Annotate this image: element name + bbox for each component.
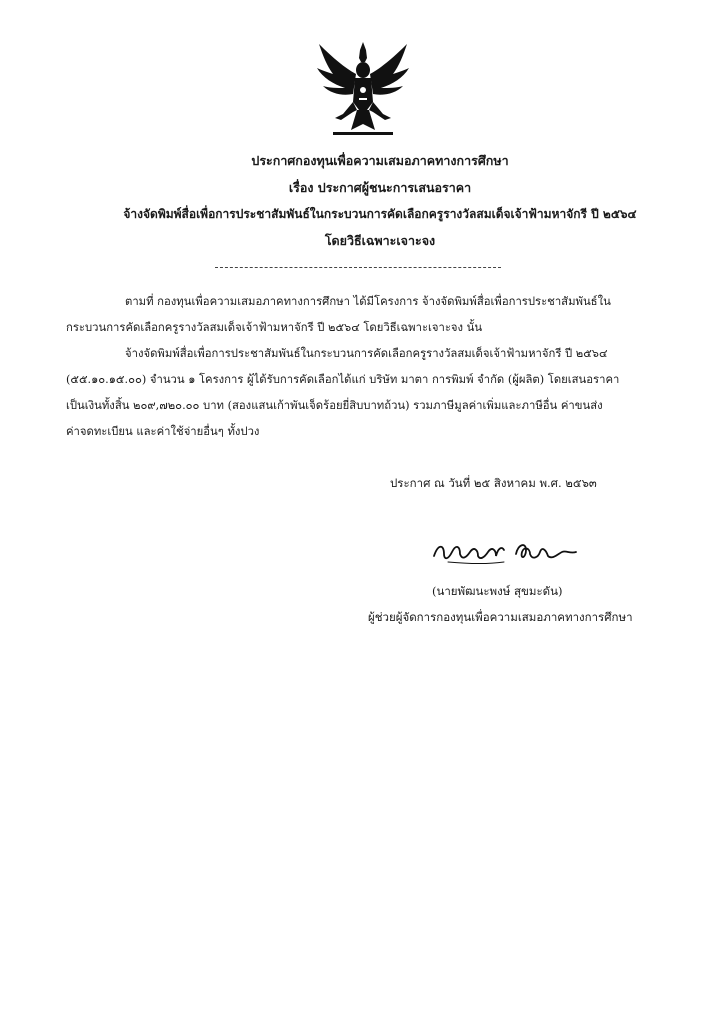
heading-project-title: จ้างจัดพิมพ์สื่อเพื่อการประชาสัมพันธ์ในกระบวนการคัดเลือกครูรางวัลสมเด็จเจ้าฟ้ามหาจักรี ปี ๒๕๖๔: [123, 207, 637, 221]
signer-name: (นายพัฒนะพงษ์ สุขมะดัน): [432, 584, 563, 598]
heading-divider: [215, 267, 501, 268]
body-line-5: เป็นเงินทั้งสิ้น ๒๐๙,๗๒๐.๐๐ บาท (สองแสนเก้าพันเจ็ดร้อยยี่สิบบาทถ้วน) รวมภาษีมูลค่าเพิ่มและภาษีอื่น ค่าขนส่ง: [66, 399, 603, 412]
signature-icon: [430, 530, 580, 568]
announcement-date: ประกาศ ณ วันที่ ๒๕ สิงหาคม พ.ศ. ๒๕๖๓: [390, 476, 597, 490]
heading-subject: เรื่อง ประกาศผู้ชนะการเสนอราคา: [288, 180, 472, 195]
body-line-6: ค่าจดทะเบียน และค่าใช้จ่ายอื่นๆ ทั้งปวง: [66, 425, 260, 438]
heading-method: โดยวิธีเฉพาะเจาะจง: [324, 233, 436, 248]
body-line-1: ตามที่ กองทุนเพื่อความเสมอภาคทางการศึกษา ได้มีโครงการ จ้างจัดพิมพ์สื่อเพื่อการประชาสัมพันธ์ใน: [125, 295, 611, 308]
garuda-emblem-icon: [313, 40, 413, 138]
body-line-4: (๕๕.๑๐.๑๕.๐๐) จำนวน ๑ โครงการ ผู้ได้รับการคัดเลือกได้แก่ บริษัท มาตา การพิมพ์ จำกัด (ผู้ผลิต) โดยเสนอราคา: [66, 373, 620, 386]
signer-position: ผู้ช่วยผู้จัดการกองทุนเพื่อความเสมอภาคทางการศึกษา: [368, 610, 633, 624]
heading-organization: ประกาศกองทุนเพื่อความเสมอภาคทางการศึกษา: [251, 153, 509, 168]
body-line-2: กระบวนการคัดเลือกครูรางวัลสมเด็จเจ้าฟ้ามหาจักรี ปี ๒๕๖๔ โดยวิธีเฉพาะเจาะจง นั้น: [66, 321, 483, 334]
body-line-3: จ้างจัดพิมพ์สื่อเพื่อการประชาสัมพันธ์ในกระบวนการคัดเลือกครูรางวัลสมเด็จเจ้าฟ้ามหาจักรี ปี ๒๕๖๔: [125, 347, 608, 360]
